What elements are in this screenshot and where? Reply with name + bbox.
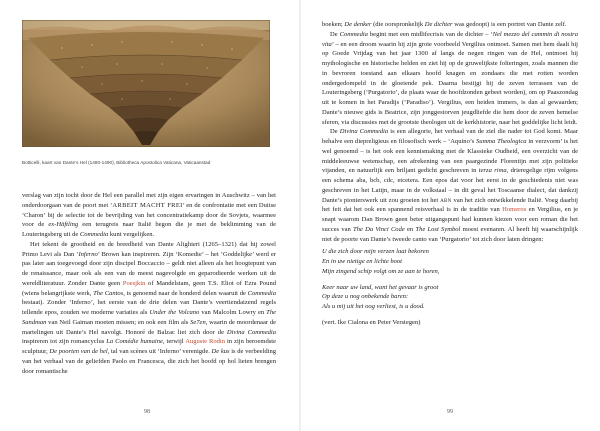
verse-quote	[322, 247, 578, 312]
botticelli-map-of-hell-image	[22, 20, 270, 147]
left-page-body-text: verslag van zijn tocht door de Hel een parallel met zijn eigen ervaringen in Auschwitz – van het onderdoorgaan van de poort met ‘ARBEIT MACHT FREI’ en de confrontatie met een Duitse ‘Charon’ bij de selectie tot de bevrijding van het concentratiekamp door de Sovjets, waarmee voor de ex-Häftling een terugreis naar Italië begon die je met de beklimming van de Louteringsberg uit de Commedia kunt vergelijken. Het tekent de grootheid en de breedheid van Dante Alighieri (1265–1321) dat hij zowel Primo Levi als Dan ‘Inferno’ Brown kan inspireren. Zijn ‘Komedie’ – het ‘Goddelijke’ werd er pas later aan toegevoegd door zijn discipel Boccaccio – geldt niet alleen als het hoogtepunt van de renaissance, maar ook als een van de meest nagevolgde en geparodieerde werken uit de wereldliteratuur. Zonder Dante geen Poesjkin of Mandelstam, geen T.S. Eliot of Ezra Pound (wiens belangrijkste werk, The Cantos, is genoemd naar de honderd delen waaruit de Commedia bestaat). Zonder ‘Inferno’, het eerste van de drie delen van Dante’s veertiendaizend regels tellende epos, zouden we moderne variaties als Under the Volcano van Malcolm Lowry en The Sandman van Neil Gaiman moeten missen; en ook een film als Se7en, waarin de moordenaar de martelingen uit Dante’s Hel navolgt. Honoré de Balzac liet zich door de Divina Commedia inspireren tot zijn romancyclus La Comédie humaine, terwijl Auguste Rodin in zijn beroemdste sculptuur, De poorten van de hel, tal van scènes uit ‘Inferno’ verenigde. De kus is de verbeelding van het verhaal van de geliefden Paolo en Francesca, die zich het hoofd op hol lieten brengen door romantische	[22, 192, 277, 375]
translation-credit: (vert. Ike Cialona en Peter Verstegen)	[322, 318, 421, 326]
left-page	[0, 0, 299, 431]
page-number-left: 98	[144, 409, 150, 415]
verse-line: Keer naar uw land, want het gevaar is groot	[322, 283, 439, 291]
verse-stanza-1	[322, 247, 578, 276]
verse-stanza-2	[322, 283, 578, 312]
right-page	[301, 0, 600, 431]
verse-line: U die zich door mijn verzen laat bekoren	[322, 248, 429, 256]
verse-line: Als u mij uit het oog verliest, is u dood.	[322, 303, 425, 310]
right-page-paragraphs: boeken; De denker (die oorspronkelijk De dichter was gedoopt) is een portret van Dante zelf. De Commedia begint met een midlifecrisis van de dichter – ‘Nel mezzo del cammin di nostra vita’ – en een droom waarin hij zijn grote voorbeeld Vergilius ontmoet. Samen met hem daalt hij op Goede Vrijdag van het jaar 1300 af langs de negen ringen van de Hel, ontmoet hij mythologische en historische helden en ziet hij op de gruwelijkste folteringen, zoals mannen die in bevroren toestand aan elkaars hoofd knagen en zondaars die met rotten worden ondergedompeld in de gloeiende pek. Daarna bestijgt hij de zeven terrassen van de Louteringsberg (‘Purgatorio’, de plaats waar de hoofdzonden gebeet worden), om op Paaszondag uit te komen in het Paradijs (‘Paradiso’). Vergilius, een heiden immers, is dan al gewaarden; Dante’s nieuwe gids is Beatrice, zijn jonggestorven jeugdliefde die hem door de zeven hemelse sferen, via discussies met de grootste theologen uit de kerkhistorie, naar het goddelijke licht leidt. De Divina Commedia is een allegorie, het verhaal van de ziel die nader tot God komt. Maar behalve een diepreligieus en filosofisch werk – ‘Aquino’s Summa Theologica in verzvorm’ is het wel genoemd – is het ook een kennismaking met de Klassieke Oudheid, een overzicht van de middeleeuwse wetenschap, een afrekening van een paargezinde Florentijn met zijn politieke vijanden, en natuurlijk een briljant gedicht geschreven in terza rima, drieregelige rijm volgens een schema aba, bcb, cdc, etcetera. Een epos dat voor het eerst in de geschiedenis niet was geschreven in het Latijn, maar in de volkstaal – in dit geval het Toscaanse dialect, dat dankzij Dante’s pionierswerk uit zou groeien tot het abn van het zich ontwikkelende Italië. Voeg daarbij het feit dat het ook een spannend reisverhaal is in de traditie van Homeros en Vergilius, en je snapt waarom Dan Brown geen beter uitgangspunt had kunnen kiezen voor een roman die het succes van The Da Vinci Code en The Lost Symbol moest evenaren. Al heeft hij waarschijnlijk niet de poorte van Dante’s tweede canto van ‘Purgatorio’ tot zich door laten dringen:	[322, 21, 578, 243]
verse-line: Mijn zingend schip volgt om ze aan te horen,	[322, 267, 440, 275]
page-number-right: 99	[447, 409, 453, 415]
inferno-illustration	[22, 20, 270, 147]
verse-line: Op deze u nog onbekende baren:	[322, 293, 409, 301]
verse-line: En in uw nietige en lichte boot	[322, 258, 403, 265]
figure-caption: Botticelli, kaart van Dante’s Hel (1480-1490), Bibliotheca Apostolica Vaticana, Vaticaanstad	[22, 160, 211, 165]
right-page-body-text	[322, 20, 578, 328]
